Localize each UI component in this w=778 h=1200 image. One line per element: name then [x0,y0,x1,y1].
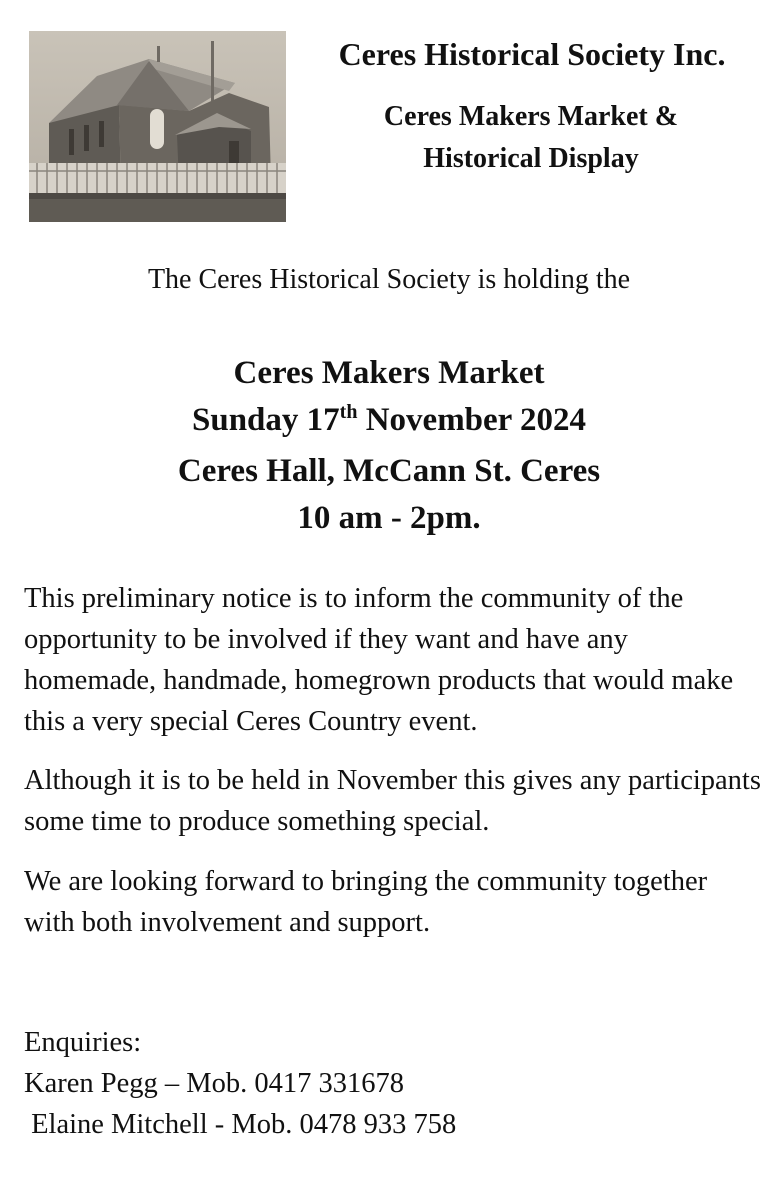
notice-paragraph-1: This preliminary notice is to inform the community of the opportunity to be involved if they want and have any homemade, handmade, homegrown products that would make this a very special Ceres Country event. [24,583,734,737]
market-name: Ceres Makers Market [233,355,545,391]
hall-photo [29,31,286,222]
event-details [0,350,778,542]
date-rest: November 2024 [357,402,586,438]
notice-paragraph-2: Although it is to be held in November this gives any participants some time to produce something special. [24,765,761,837]
event-time: 10 am - 2pm. [297,500,481,536]
contact-karen-pegg: Karen Pegg – Mob. 0417 331678 [24,1068,404,1099]
intro-text: The Ceres Historical Society is holding the [147,264,631,295]
event-venue: Ceres Hall, McCann St. Ceres [177,453,601,489]
contact-elaine-mitchell: Elaine Mitchell - Mob. 0478 933 758 [24,1109,457,1140]
org-title: Ceres Historical Society Inc. [338,36,726,72]
notice-paragraph-3: We are looking forward to bringing the community together with both involvement and support. [24,866,708,938]
enquiries-heading: Enquiries: [24,1027,142,1058]
event-date [0,397,778,448]
event-title [300,96,762,180]
enquiries-block [24,1022,456,1145]
date-prefix: Sunday 17 [192,402,340,438]
date-suffix: th [339,401,358,423]
event-title-line1: Ceres Makers Market & [383,101,679,132]
event-title-line2: Historical Display [423,143,639,174]
